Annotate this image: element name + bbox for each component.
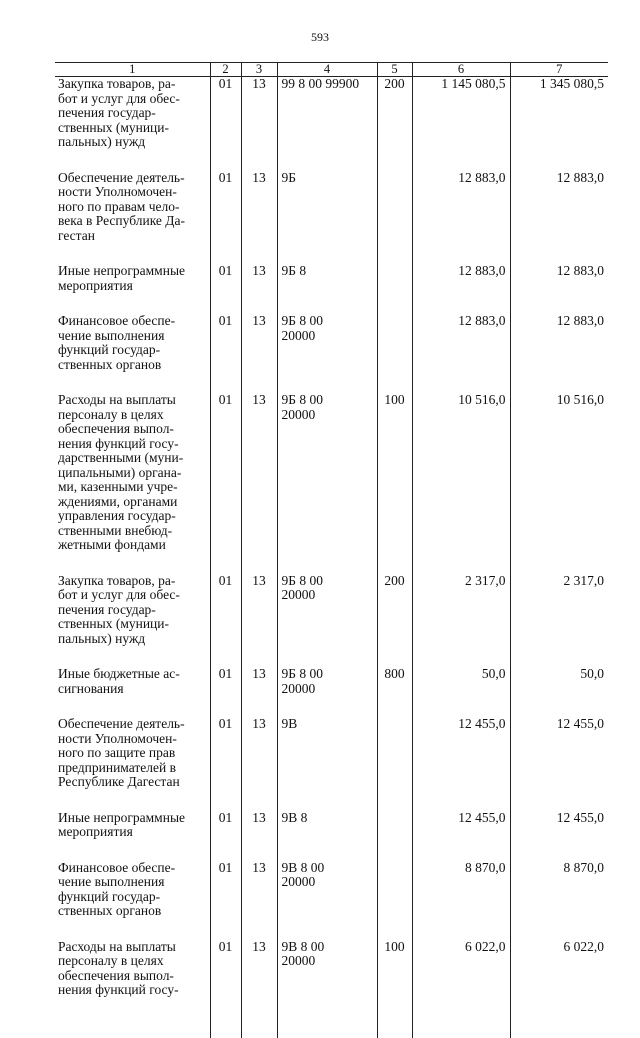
expense-type-code [377, 171, 412, 265]
expense-type-code [377, 717, 412, 811]
amount-col-6: 2 317,0 [412, 574, 510, 668]
amount-col-7: 12 455,0 [510, 717, 608, 811]
amount-col-7: 10 516,0 [510, 393, 608, 574]
amount-col-6: 12 455,0 [412, 811, 510, 861]
amount-col-6: 10 516,0 [412, 393, 510, 574]
section-code: 01 [210, 314, 241, 393]
subsection-code: 13 [241, 861, 277, 940]
table-row [55, 717, 608, 811]
expense-type-code [377, 811, 412, 861]
subsection-code: 13 [241, 717, 277, 811]
amount-col-7: 6 022,0 [510, 940, 608, 1038]
item-name: Расходы на выплаты персоналу в целях обеспечения выпол- нения функций госу- [58, 938, 179, 997]
amount-col-6: 1 145 080,5 [412, 77, 510, 171]
table-row [55, 811, 608, 861]
header-cell: 7 [510, 63, 608, 77]
target-article-code: 9Б 8 00 20000 [277, 574, 377, 668]
item-name: Иные непрограммные мероприятия [58, 809, 186, 839]
subsection-code: 13 [241, 574, 277, 668]
amount-col-6: 12 455,0 [412, 717, 510, 811]
amount-col-7: 12 883,0 [510, 171, 608, 265]
amount-col-6: 6 022,0 [412, 940, 510, 1038]
section-code: 01 [210, 717, 241, 811]
table-row [55, 77, 608, 171]
amount-col-7: 8 870,0 [510, 861, 608, 940]
table-row [55, 171, 608, 265]
expense-type-code: 800 [377, 667, 412, 717]
table-row [55, 861, 608, 940]
subsection-code: 13 [241, 940, 277, 1038]
header-cell: 3 [241, 63, 277, 77]
header-cell: 5 [377, 63, 412, 77]
section-code: 01 [210, 940, 241, 1038]
expense-type-code: 200 [377, 77, 412, 171]
expense-type-code [377, 861, 412, 940]
table-header-row [55, 63, 608, 77]
amount-col-7: 50,0 [510, 667, 608, 717]
item-name: Закупка товаров, ра- бот и услуг для обес- печения государ- ственных (муници- пальных) нужд [58, 572, 180, 646]
item-name: Обеспечение деятель- ности Уполномочен- ного по защите прав предпринимателей в Республике Дагестан [58, 716, 185, 789]
subsection-code: 13 [241, 77, 277, 171]
target-article-code: 9Б 8 00 20000 [277, 667, 377, 717]
subsection-code: 13 [241, 264, 277, 314]
table-body [55, 77, 608, 1038]
section-code: 01 [210, 667, 241, 717]
table-row [55, 574, 608, 668]
target-article-code: 9Б 8 [277, 264, 377, 314]
subsection-code: 13 [241, 314, 277, 393]
table-row [55, 264, 608, 314]
target-article-code: 9Б [277, 171, 377, 265]
amount-col-6: 50,0 [412, 667, 510, 717]
amount-col-6: 12 883,0 [412, 314, 510, 393]
table-row [55, 940, 608, 1038]
subsection-code: 13 [241, 171, 277, 265]
item-name: Иные бюджетные ас- сигнования [58, 666, 180, 696]
expense-type-code: 100 [377, 393, 412, 574]
amount-col-6: 12 883,0 [412, 264, 510, 314]
amount-col-7: 12 883,0 [510, 314, 608, 393]
item-name: Финансовое обеспе- чение выполнения функций государ- ственных органов [58, 859, 176, 918]
amount-col-6: 8 870,0 [412, 861, 510, 940]
target-article-code: 9Б 8 00 20000 [277, 314, 377, 393]
section-code: 01 [210, 264, 241, 314]
target-article-code: 9В 8 00 20000 [277, 940, 377, 1038]
header-cell: 6 [412, 63, 510, 77]
table-row [55, 314, 608, 393]
section-code: 01 [210, 77, 241, 171]
header-cell: 2 [210, 63, 241, 77]
target-article-code: 9Б 8 00 20000 [277, 393, 377, 574]
section-code: 01 [210, 574, 241, 668]
item-name: Обеспечение деятель- ности Уполномочен- ного по правам чело- века в Республике Да- гестан [58, 169, 185, 243]
expense-type-code: 100 [377, 940, 412, 1038]
expense-type-code: 200 [377, 574, 412, 668]
header-cell: 4 [277, 63, 377, 77]
target-article-code: 9В 8 [277, 811, 377, 861]
header-cell: 1 [55, 63, 210, 77]
expense-type-code [377, 314, 412, 393]
amount-col-7: 12 455,0 [510, 811, 608, 861]
budget-table-grid [55, 62, 608, 1038]
section-code: 01 [210, 393, 241, 574]
item-name: Расходы на выплаты персоналу в целях обеспечения выпол- нения функций госу- дарственными (муни- ципальными) органа- ми, казенными учре- ждениями, органами управления государ- ственными внебюд- жетными фондами [58, 392, 184, 552]
subsection-code: 13 [241, 667, 277, 717]
table-row [55, 667, 608, 717]
budget-table [55, 62, 608, 1038]
target-article-code: 99 8 00 99900 [277, 77, 377, 171]
page-number: 593 [311, 30, 329, 44]
expense-type-code [377, 264, 412, 314]
table-row [55, 393, 608, 574]
item-name: Иные непрограммные мероприятия [58, 263, 186, 293]
subsection-code: 13 [241, 393, 277, 574]
section-code: 01 [210, 861, 241, 940]
amount-col-6: 12 883,0 [412, 171, 510, 265]
section-code: 01 [210, 171, 241, 265]
item-name: Финансовое обеспе- чение выполнения функций государ- ственных органов [58, 313, 176, 372]
amount-col-7: 12 883,0 [510, 264, 608, 314]
item-name: Закупка товаров, ра- бот и услуг для обес- печения государ- ственных (муници- пальных) нужд [58, 76, 180, 149]
amount-col-7: 2 317,0 [510, 574, 608, 668]
target-article-code: 9В 8 00 20000 [277, 861, 377, 940]
section-code: 01 [210, 811, 241, 861]
target-article-code: 9В [277, 717, 377, 811]
amount-col-7: 1 345 080,5 [510, 77, 608, 171]
subsection-code: 13 [241, 811, 277, 861]
